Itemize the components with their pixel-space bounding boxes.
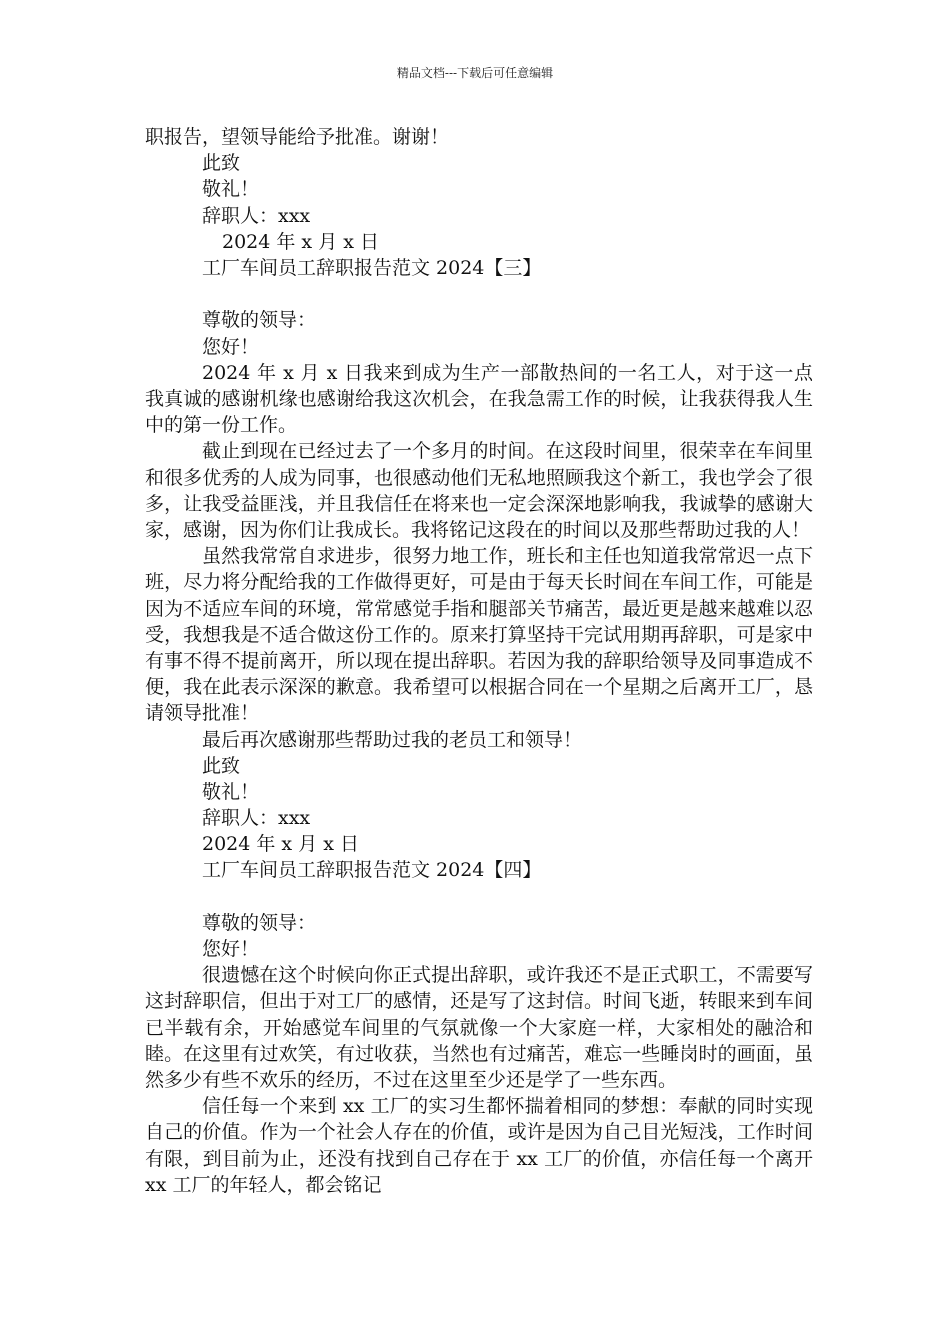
- paragraph: 信任每一个来到 xx 工厂的实习生都怀揣着相同的梦想：奉献的同时实现自己的价值。作为一个社会人存在的价值，或许是因为自己目光短浅，工作时间有限，到目前为止，还没有找到自己存在于 xx 工厂的价值，亦信任每一个离开 xx 工厂的年轻人，都会铭记: [145, 1095, 813, 1196]
- paragraph: 2024 年 x 月 x 日我来到成为生产一部散热间的一名工人，对于这一点我真诚的感谢机缘也感谢给我这次机会，在我急需工作的时候，让我获得我人生中的第一份工作。: [145, 361, 813, 437]
- paragraph: 很遗憾在这个时候向你正式提出辞职，或许我还不是正式职工，不需要写这封辞职信，但出于对工厂的感情，还是写了这封信。时间飞逝，转眼来到车间已半载有余，开始感觉车间里的气氛就像一个大家庭一样，大家相处的融洽和睦。在这里有过欢笑，有过收获，当然也有过痛苦，难忘一些睡岗时的画面，虽然多少有些不欢乐的经历，不过在这里至少还是学了一些东西。: [145, 964, 813, 1092]
- page-header: 精品文档---下载后可任意编辑: [396, 66, 554, 80]
- paragraph: 虽然我常常自求进步，很努力地工作，班长和主任也知道我常常迟一点下班，尽力将分配给我的工作做得更好，可是由于每天长时间在车间工作，可能是因为不适应车间的环境，常常感觉手指和腿部关节痛苦，最近更是越来越难以忍受，我想我是不适合做这份工作的。原来打算坚持干完试用期再辞职，可是家中有事不得不提前离开，所以现在提出辞职。若因为我的辞职给领导及同事造成不便，我在此表示深深的歉意。我希望可以根据合同在一个星期之后离开工厂，恳请领导批准！: [145, 545, 813, 725]
- blank-line: [145, 281, 813, 307]
- section-title-4: 工厂车间员工辞职报告范文 2024【四】: [202, 859, 542, 882]
- document-body: [145, 124, 813, 1198]
- greeting: 尊敬的领导：: [202, 309, 317, 332]
- thanks-line: 最后再次感谢那些帮助过我的老员工和领导！: [202, 728, 583, 751]
- date: 2024 年 x 月 x 日: [222, 230, 379, 253]
- date: 2024 年 x 月 x 日: [202, 833, 359, 856]
- hello: 您好！: [202, 938, 260, 961]
- signer: 辞职人：xxx: [202, 204, 311, 227]
- paragraph: 截止到现在已经过去了一个多月的时间。在这段时间里，很荣幸在车间里和很多优秀的人成为同事，也很感动他们无私地照顾我这个新工，我也学会了很多，让我受益匪浅，并且我信任在将来也一定会深深地影响我，我诚挚的感谢大家，感谢，因为你们让我成长。我将铭记这段在的时间以及那些帮助过我的人！: [145, 440, 813, 541]
- salute-jingli: 敬礼！: [202, 780, 260, 803]
- closing-line: 职报告，望领导能给予批准。谢谢！: [145, 126, 450, 148]
- section-title-3: 工厂车间员工辞职报告范文 2024【三】: [202, 256, 542, 279]
- signer: 辞职人：xxx: [202, 807, 311, 830]
- salute-cizhi: 此致: [202, 754, 241, 777]
- salute-jingli: 敬礼！: [202, 178, 260, 201]
- salute-cizhi: 此致: [202, 152, 241, 175]
- hello: 您好！: [202, 335, 260, 358]
- blank-line: [145, 884, 813, 910]
- greeting: 尊敬的领导：: [202, 911, 317, 934]
